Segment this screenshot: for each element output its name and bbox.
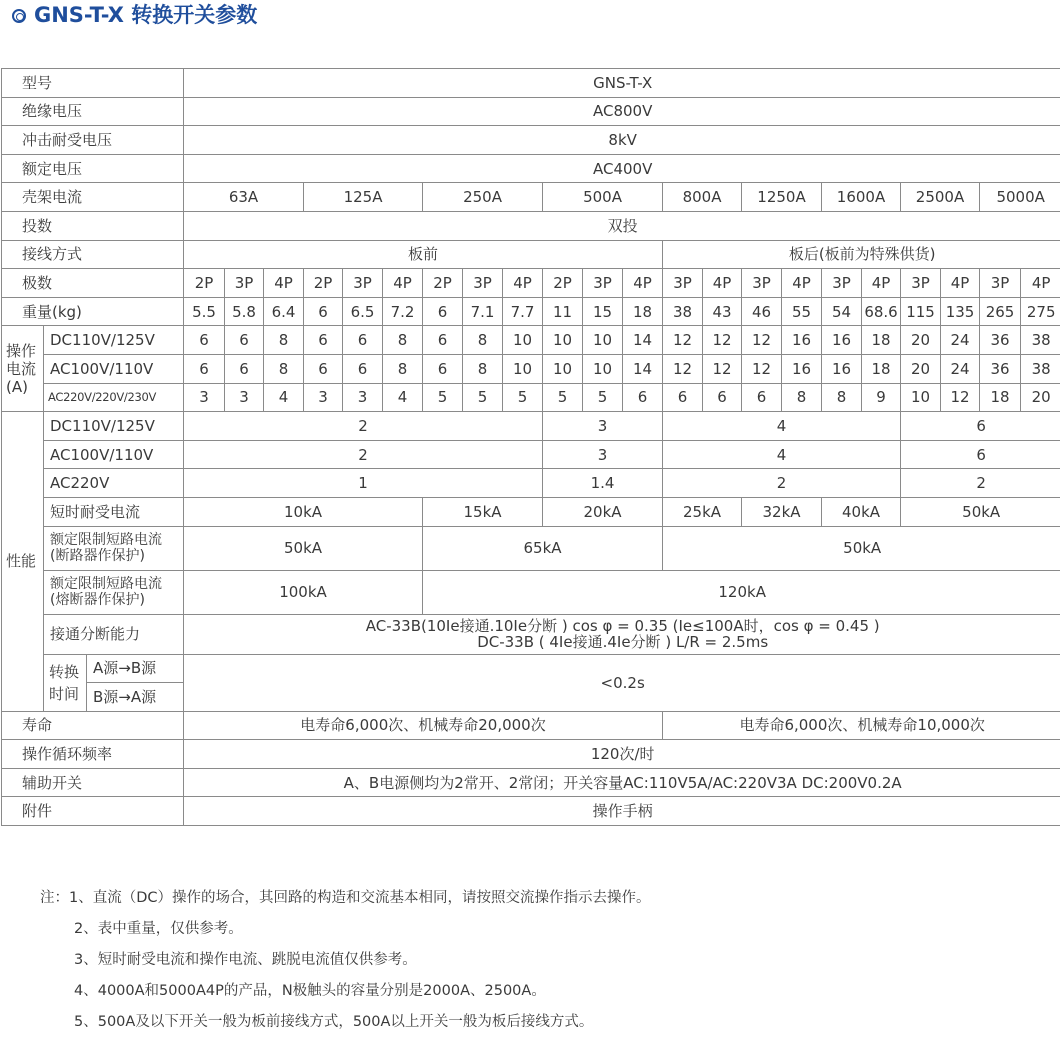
row-perf-time <box>2 412 1060 441</box>
op-current-cell: 36 <box>980 326 1021 355</box>
label-cycle: 操作循环频率 <box>2 740 184 769</box>
pole-cell: 3P <box>663 269 703 298</box>
frame-current-cell: 800A <box>663 183 742 212</box>
row-insulation <box>2 97 1060 126</box>
cell-line: 转换 <box>49 663 79 681</box>
frame-current-cell: 500A <box>543 183 663 212</box>
label-rated-voltage: 额定电压 <box>2 154 184 183</box>
pole-cell: 4P <box>264 269 304 298</box>
label-impulse: 冲击耐受电压 <box>2 126 184 155</box>
value-accessory: 操作手柄 <box>184 797 1060 826</box>
weight-cell: 18 <box>623 297 663 326</box>
cell-line: 额定限制短路电流 <box>50 576 162 592</box>
op-current-cell: 10 <box>543 326 583 355</box>
op-current-cell: 10 <box>543 354 583 383</box>
notes <box>40 886 651 1041</box>
op-current-label: DC110V/125V <box>44 326 184 355</box>
weight-cell: 15 <box>583 297 623 326</box>
weight-cell: 43 <box>703 297 742 326</box>
note-item: 4、4000A和5000A4P的产品，N极触头的容量分别是2000A、2500A。 <box>40 979 651 1010</box>
op-current-cell: 36 <box>980 354 1021 383</box>
op-current-cell: 16 <box>782 326 822 355</box>
row-perf-time <box>2 469 1060 498</box>
perf-time-cell: 3 <box>543 440 663 469</box>
op-current-cell: 4 <box>264 383 304 412</box>
cell-line: 电流 <box>6 360 36 378</box>
row-poles <box>2 269 1060 298</box>
cell-line: 操作 <box>6 342 36 360</box>
label-b-to-a: B源→A源 <box>87 683 184 712</box>
value-rated-voltage: AC400V <box>184 154 1060 183</box>
short-time-cell: 25kA <box>663 497 742 526</box>
label-weight: 重量(kg) <box>2 297 184 326</box>
value-wiring-front: 板前 <box>184 240 663 269</box>
limit-breaker-cell: 50kA <box>184 526 423 570</box>
op-current-cell: 8 <box>383 326 423 355</box>
row-throws <box>2 211 1060 240</box>
op-current-cell: 10 <box>503 354 543 383</box>
op-current-cell: 24 <box>941 354 980 383</box>
op-current-cell: 5 <box>423 383 463 412</box>
op-current-cell: 8 <box>782 383 822 412</box>
pole-cell: 4P <box>623 269 663 298</box>
op-current-cell: 5 <box>463 383 503 412</box>
perf-time-cell: 2 <box>901 469 1060 498</box>
double-circle-icon <box>12 9 26 23</box>
limit-fuse-cell: 120kA <box>423 570 1060 614</box>
pole-cell: 3P <box>343 269 383 298</box>
frame-current-cell: 1250A <box>742 183 822 212</box>
row-impulse <box>2 126 1060 155</box>
op-current-cell: 8 <box>822 383 862 412</box>
note-item: 3、短时耐受电流和操作电流、跳脱电流值仅供参考。 <box>40 948 651 979</box>
frame-current-cell: 63A <box>184 183 304 212</box>
pole-cell: 2P <box>184 269 225 298</box>
group-op-current <box>2 326 44 412</box>
op-current-cell: 38 <box>1021 354 1060 383</box>
short-time-cell: 50kA <box>901 497 1060 526</box>
op-current-cell: 6 <box>343 354 383 383</box>
pole-cell: 4P <box>782 269 822 298</box>
label-poles: 极数 <box>2 269 184 298</box>
row-aux <box>2 768 1060 797</box>
value-life-rear: 电寿命6,000次、机械寿命10,000次 <box>663 711 1060 740</box>
label-making: 接通分断能力 <box>44 614 184 654</box>
op-current-cell: 8 <box>264 326 304 355</box>
op-current-cell: 10 <box>901 383 941 412</box>
group-performance: 性能 <box>2 412 44 712</box>
row-short-time <box>2 497 1060 526</box>
weight-cell: 7.1 <box>463 297 503 326</box>
pole-cell: 4P <box>941 269 980 298</box>
cell-line: (断路器作保护) <box>50 548 145 564</box>
op-current-cell: 12 <box>941 383 980 412</box>
op-current-cell: 6 <box>225 354 264 383</box>
weight-cell: 6.4 <box>264 297 304 326</box>
frame-current-cell: 250A <box>423 183 543 212</box>
op-current-cell: 20 <box>901 354 941 383</box>
pole-cell: 4P <box>862 269 901 298</box>
weight-cell: 275 <box>1021 297 1060 326</box>
pole-cell: 2P <box>304 269 343 298</box>
pole-cell: 3P <box>901 269 941 298</box>
perf-time-cell: 2 <box>184 440 543 469</box>
label-accessory: 附件 <box>2 797 184 826</box>
op-current-cell: 18 <box>862 326 901 355</box>
pole-cell: 2P <box>543 269 583 298</box>
pole-cell: 3P <box>583 269 623 298</box>
op-current-cell: 5 <box>503 383 543 412</box>
spec-table <box>1 68 1060 826</box>
op-current-cell: 14 <box>623 326 663 355</box>
perf-time-label: AC220V <box>44 469 184 498</box>
op-current-cell: 24 <box>941 326 980 355</box>
cell-line: 时间 <box>49 685 79 703</box>
row-model <box>2 69 1060 98</box>
op-current-cell: 20 <box>1021 383 1060 412</box>
op-current-cell: 18 <box>980 383 1021 412</box>
value-impulse: 8kV <box>184 126 1060 155</box>
weight-cell: 11 <box>543 297 583 326</box>
value-making <box>184 614 1060 654</box>
page-title <box>12 0 257 32</box>
label-limit-fuse <box>44 570 184 614</box>
op-current-cell: 8 <box>463 354 503 383</box>
weight-cell: 7.7 <box>503 297 543 326</box>
short-time-cell: 20kA <box>543 497 663 526</box>
cell-line: (熔断器作保护) <box>50 592 145 608</box>
op-current-label: AC100V/110V <box>44 354 184 383</box>
weight-cell: 54 <box>822 297 862 326</box>
perf-time-label: DC110V/125V <box>44 412 184 441</box>
pole-cell: 3P <box>463 269 503 298</box>
note-item: 5、500A及以下开关一般为板前接线方式，500A以上开关一般为板后接线方式。 <box>40 1010 651 1041</box>
cell-line: (A) <box>6 378 28 396</box>
op-current-cell: 16 <box>822 326 862 355</box>
short-time-cell: 15kA <box>423 497 543 526</box>
label-aux: 辅助开关 <box>2 768 184 797</box>
op-current-cell: 10 <box>583 354 623 383</box>
op-current-cell: 12 <box>663 326 703 355</box>
row-life <box>2 711 1060 740</box>
weight-cell: 115 <box>901 297 941 326</box>
op-current-cell: 8 <box>264 354 304 383</box>
op-current-cell: 12 <box>742 354 782 383</box>
row-limit-breaker <box>2 526 1060 570</box>
pole-cell: 4P <box>1021 269 1060 298</box>
perf-time-cell: 6 <box>901 412 1060 441</box>
label-limit-breaker <box>44 526 184 570</box>
row-switch-a <box>2 654 1060 683</box>
pole-cell: 4P <box>703 269 742 298</box>
weight-cell: 5.5 <box>184 297 225 326</box>
op-current-cell: 8 <box>463 326 503 355</box>
row-making <box>2 614 1060 654</box>
label-throws: 投数 <box>2 211 184 240</box>
op-current-label: AC220V/220V/230V <box>44 383 184 412</box>
perf-time-label: AC100V/110V <box>44 440 184 469</box>
label-model: 型号 <box>2 69 184 98</box>
value-switch-time: <0.2s <box>184 654 1060 711</box>
weight-cell: 265 <box>980 297 1021 326</box>
label-insulation: 绝缘电压 <box>2 97 184 126</box>
value-aux: A、B电源侧均为2常开、2常闭；开关容量AC:110V5A/AC:220V3A DC:200V0.2A <box>184 768 1060 797</box>
cell-line: AC-33B(10Ie接通.10Ie分断 ) cos φ = 0.35 (Ie≤100A时，cos φ = 0.45 ) <box>366 617 880 635</box>
row-limit-fuse <box>2 570 1060 614</box>
pole-cell: 3P <box>225 269 264 298</box>
op-current-cell: 5 <box>543 383 583 412</box>
op-current-cell: 6 <box>423 326 463 355</box>
value-throws: 双投 <box>184 211 1060 240</box>
op-current-cell: 6 <box>184 354 225 383</box>
op-current-cell: 6 <box>703 383 742 412</box>
frame-current-cell: 1600A <box>822 183 901 212</box>
row-accessory <box>2 797 1060 826</box>
value-cycle: 120次/时 <box>184 740 1060 769</box>
op-current-cell: 9 <box>862 383 901 412</box>
limit-breaker-cell: 65kA <box>423 526 663 570</box>
row-op-current <box>2 354 1060 383</box>
row-frame-current <box>2 183 1060 212</box>
cell-line: DC-33B ( 4Ie接通.4Ie分断 ) L/R = 2.5ms <box>477 633 768 651</box>
op-current-cell: 6 <box>623 383 663 412</box>
label-wiring: 接线方式 <box>2 240 184 269</box>
weight-cell: 6 <box>304 297 343 326</box>
pole-cell: 4P <box>383 269 423 298</box>
op-current-cell: 6 <box>225 326 264 355</box>
weight-cell: 68.6 <box>862 297 901 326</box>
op-current-cell: 18 <box>862 354 901 383</box>
value-wiring-rear: 板后(板前为特殊供货) <box>663 240 1060 269</box>
row-weight <box>2 297 1060 326</box>
short-time-cell: 10kA <box>184 497 423 526</box>
weight-cell: 7.2 <box>383 297 423 326</box>
short-time-cell: 40kA <box>822 497 901 526</box>
op-current-cell: 8 <box>383 354 423 383</box>
row-wiring <box>2 240 1060 269</box>
label-short-time: 短时耐受电流 <box>44 497 184 526</box>
weight-cell: 6 <box>423 297 463 326</box>
perf-time-cell: 6 <box>901 440 1060 469</box>
pole-cell: 3P <box>822 269 862 298</box>
row-cycle <box>2 740 1060 769</box>
weight-cell: 55 <box>782 297 822 326</box>
row-rated-voltage <box>2 154 1060 183</box>
perf-time-cell: 1 <box>184 469 543 498</box>
op-current-cell: 10 <box>503 326 543 355</box>
perf-time-cell: 1.4 <box>543 469 663 498</box>
row-op-current <box>2 326 1060 355</box>
label-frame-current: 壳架电流 <box>2 183 184 212</box>
limit-breaker-cell: 50kA <box>663 526 1060 570</box>
frame-current-cell: 125A <box>304 183 423 212</box>
op-current-cell: 6 <box>184 326 225 355</box>
op-current-cell: 6 <box>304 354 343 383</box>
op-current-cell: 6 <box>343 326 383 355</box>
pole-cell: 4P <box>503 269 543 298</box>
label-life: 寿命 <box>2 711 184 740</box>
cell-line: 额定限制短路电流 <box>50 532 162 548</box>
perf-time-cell: 2 <box>663 469 901 498</box>
op-current-cell: 6 <box>663 383 703 412</box>
value-model: GNS-T-X <box>184 69 1060 98</box>
value-insulation: AC800V <box>184 97 1060 126</box>
page-title-text: GNS-T-X 转换开关参数 <box>34 3 257 27</box>
frame-current-cell: 2500A <box>901 183 980 212</box>
op-current-cell: 3 <box>225 383 264 412</box>
op-current-cell: 38 <box>1021 326 1060 355</box>
op-current-cell: 16 <box>782 354 822 383</box>
op-current-cell: 12 <box>703 354 742 383</box>
op-current-cell: 5 <box>583 383 623 412</box>
op-current-cell: 6 <box>423 354 463 383</box>
frame-current-cell: 5000A <box>980 183 1060 212</box>
perf-time-cell: 2 <box>184 412 543 441</box>
pole-cell: 3P <box>742 269 782 298</box>
short-time-cell: 32kA <box>742 497 822 526</box>
weight-cell: 135 <box>941 297 980 326</box>
op-current-cell: 3 <box>184 383 225 412</box>
pole-cell: 2P <box>423 269 463 298</box>
op-current-cell: 12 <box>742 326 782 355</box>
perf-time-cell: 4 <box>663 440 901 469</box>
op-current-cell: 4 <box>383 383 423 412</box>
op-current-cell: 20 <box>901 326 941 355</box>
op-current-cell: 12 <box>663 354 703 383</box>
label-a-to-b: A源→B源 <box>87 654 184 683</box>
row-op-current <box>2 383 1060 412</box>
op-current-cell: 3 <box>343 383 383 412</box>
op-current-cell: 16 <box>822 354 862 383</box>
op-current-cell: 10 <box>583 326 623 355</box>
weight-cell: 46 <box>742 297 782 326</box>
note-item: 2、表中重量，仅供参考。 <box>40 917 651 948</box>
op-current-cell: 14 <box>623 354 663 383</box>
pole-cell: 3P <box>980 269 1021 298</box>
op-current-cell: 12 <box>703 326 742 355</box>
label-switch-time <box>44 654 87 711</box>
op-current-cell: 3 <box>304 383 343 412</box>
weight-cell: 5.8 <box>225 297 264 326</box>
weight-cell: 6.5 <box>343 297 383 326</box>
weight-cell: 38 <box>663 297 703 326</box>
perf-time-cell: 4 <box>663 412 901 441</box>
op-current-cell: 6 <box>742 383 782 412</box>
limit-fuse-cell: 100kA <box>184 570 423 614</box>
row-perf-time <box>2 440 1060 469</box>
note-item: 注：1、直流（DC）操作的场合，其回路的构造和交流基本相同，请按照交流操作指示去操作。 <box>40 886 651 917</box>
op-current-cell: 6 <box>304 326 343 355</box>
value-life-front: 电寿命6,000次、机械寿命20,000次 <box>184 711 663 740</box>
perf-time-cell: 3 <box>543 412 663 441</box>
